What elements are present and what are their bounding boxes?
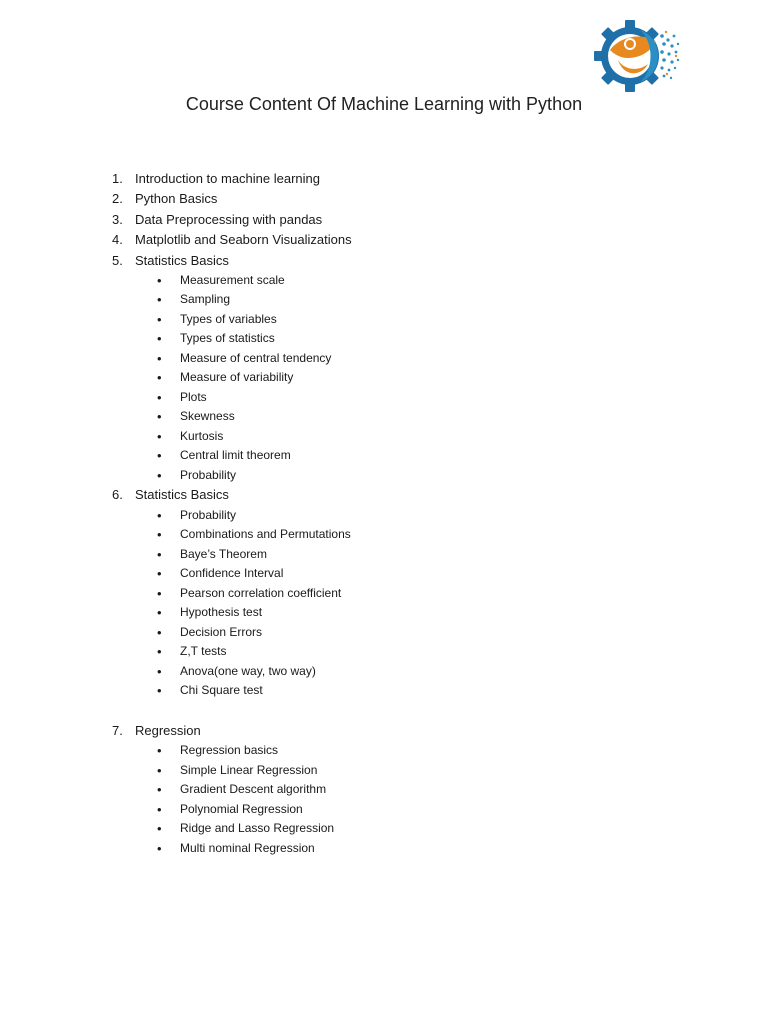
topic-list-item — [112, 466, 712, 486]
bullet-icon: • — [157, 448, 162, 464]
topic-label: Combinations and Permutations — [180, 527, 351, 542]
course-section-item — [112, 230, 712, 250]
topic-list-item — [112, 271, 712, 291]
section-label: Python Basics — [135, 191, 218, 207]
topic-label: Plots — [180, 389, 207, 404]
bullet-icon: • — [157, 840, 162, 856]
section-label: Matplotlib and Seaborn Visualizations — [135, 232, 352, 248]
logo-gear-person-icon — [592, 14, 682, 94]
topic-list-item — [112, 349, 712, 369]
section-label: Introduction to machine learning — [135, 171, 321, 186]
topic-list-item — [112, 584, 712, 604]
topic-list-item — [112, 407, 712, 427]
section-label: Data Preprocessing with pandas — [135, 211, 323, 227]
bullet-icon: • — [157, 272, 162, 288]
bullet-icon: • — [157, 624, 162, 640]
topic-label: Confidence Interval — [180, 566, 284, 581]
section-number: 3. — [112, 211, 123, 227]
bullet-icon: • — [157, 585, 162, 601]
section-label: Regression — [135, 722, 201, 738]
topic-label: Decision Errors — [180, 624, 263, 639]
topic-label: Z,T tests — [180, 644, 227, 659]
topic-label: Chi Square test — [180, 683, 263, 698]
topic-label: Probability — [180, 507, 237, 522]
topic-label: Anova(one way, two way) — [180, 663, 316, 678]
bullet-icon: • — [157, 350, 162, 366]
topic-list-item — [112, 525, 712, 545]
topic-label: Gradient Descent algorithm — [180, 782, 327, 797]
bullet-icon: • — [157, 762, 162, 778]
course-section-item — [112, 251, 712, 271]
course-section-item — [112, 485, 712, 505]
topic-label: Pearson correlation coefficient — [180, 585, 342, 600]
course-section-item — [112, 721, 712, 741]
topic-label: Multi nominal Regression — [180, 840, 315, 855]
topic-label: Sampling — [180, 292, 231, 307]
bullet-icon: • — [157, 527, 162, 543]
topic-list-item — [112, 681, 712, 701]
bullet-icon: • — [157, 782, 162, 798]
topic-label: Measure of central tendency — [180, 350, 332, 365]
bullet-icon: • — [157, 409, 162, 425]
topic-list-item — [112, 545, 712, 565]
topic-list-item — [112, 623, 712, 643]
topic-list-item — [112, 603, 712, 623]
topic-list-item — [112, 329, 712, 349]
topic-list-item — [112, 368, 712, 388]
bullet-icon: • — [157, 546, 162, 562]
bullet-icon: • — [157, 644, 162, 660]
topic-label: Skewness — [180, 409, 235, 424]
course-content-list — [112, 169, 712, 858]
bullet-icon: • — [157, 683, 162, 699]
bullet-icon: • — [157, 743, 162, 759]
bullet-icon: • — [157, 566, 162, 582]
bullet-icon: • — [157, 370, 162, 386]
section-label: Statistics Basics — [135, 252, 229, 268]
topic-list-item — [112, 662, 712, 682]
topic-list-item — [112, 780, 712, 800]
section-number: 5. — [112, 252, 123, 268]
topic-list-item — [112, 761, 712, 781]
page-title: Course Content Of Machine Learning with Python — [185, 94, 583, 114]
topic-label: Ridge and Lasso Regression — [180, 821, 335, 836]
bullet-icon: • — [157, 311, 162, 327]
topic-list-item — [112, 310, 712, 330]
topic-label: Types of statistics — [180, 331, 275, 346]
bullet-icon: • — [157, 663, 162, 679]
topic-list-item — [112, 642, 712, 662]
topic-list-item — [112, 819, 712, 839]
bullet-icon: • — [157, 389, 162, 405]
topic-label: Probability — [180, 467, 237, 482]
topic-label: Kurtosis — [180, 428, 224, 443]
topic-label: Hypothesis test — [180, 605, 263, 620]
bullet-icon: • — [157, 821, 162, 837]
topic-list-item — [112, 564, 712, 584]
course-section-item — [112, 189, 712, 209]
topic-label: Measure of variability — [180, 370, 294, 385]
section-label: Statistics Basics — [135, 487, 229, 503]
course-section-item — [112, 210, 712, 230]
section-number: 7. — [112, 722, 123, 738]
section-number: 1. — [112, 171, 123, 186]
bullet-icon: • — [157, 292, 162, 308]
topic-list-item — [112, 446, 712, 466]
topic-label: Regression basics — [180, 743, 279, 758]
topic-list-item — [112, 839, 712, 859]
bullet-icon: • — [157, 331, 162, 347]
topic-list-item — [112, 388, 712, 408]
topic-list-item — [112, 427, 712, 447]
bullet-icon: • — [157, 507, 162, 523]
section-number: 2. — [112, 191, 123, 207]
topic-label: Simple Linear Regression — [180, 762, 318, 777]
section-number: 6. — [112, 487, 123, 503]
bullet-icon: • — [157, 801, 162, 817]
section-spacer — [112, 701, 712, 721]
topic-label: Measurement scale — [180, 272, 285, 287]
topic-list-item — [112, 741, 712, 761]
topic-list-item — [112, 800, 712, 820]
bullet-icon: • — [157, 428, 162, 444]
topic-list-item — [112, 506, 712, 526]
course-section-item — [112, 169, 712, 189]
bullet-icon: • — [157, 467, 162, 483]
section-number: 4. — [112, 232, 123, 248]
bullet-icon: • — [157, 605, 162, 621]
topic-label: Baye’s Theorem — [180, 546, 267, 561]
topic-label: Types of variables — [180, 311, 277, 326]
topic-list-item — [112, 290, 712, 310]
topic-label: Polynomial Regression — [180, 801, 303, 816]
topic-label: Central limit theorem — [180, 448, 291, 463]
